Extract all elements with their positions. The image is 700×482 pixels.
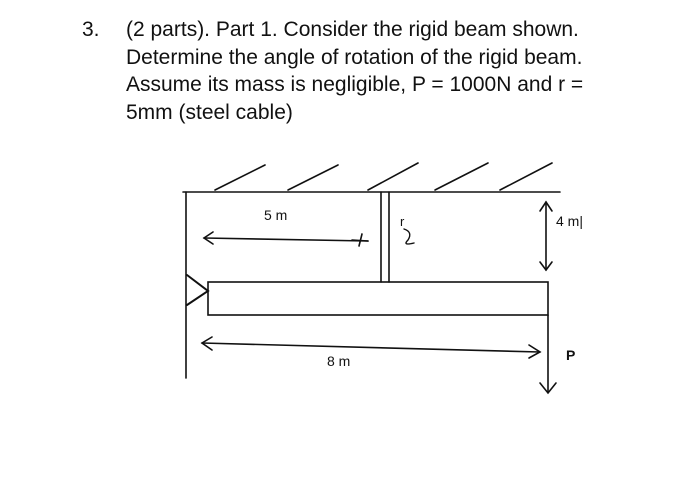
pin-support bbox=[187, 275, 208, 305]
load-label: P bbox=[566, 347, 576, 363]
dim-label-5m: 5 m bbox=[264, 207, 288, 223]
dimension-8m-arrow bbox=[202, 337, 540, 358]
load-p-arrow bbox=[540, 315, 556, 393]
steel-cable bbox=[381, 192, 389, 282]
radius-label: r bbox=[400, 214, 405, 229]
dimension-4m-arrow bbox=[540, 202, 552, 270]
dimension-5m-arrow bbox=[204, 232, 368, 246]
problem-line-3: Assume its mass is negligible, P = 1000N and r = bbox=[126, 73, 584, 96]
problem-number: 3. bbox=[82, 18, 100, 41]
dim-label-8m: 8 m bbox=[327, 353, 351, 369]
problem-line-2: Determine the angle of rotation of the rigid beam. bbox=[126, 45, 583, 69]
ceiling-hatching bbox=[215, 163, 552, 190]
problem-line-4: 5mm (steel cable) bbox=[126, 100, 293, 124]
rigid-beam bbox=[208, 282, 548, 315]
radius-leader bbox=[404, 229, 414, 244]
dim-label-4m: 4 m| bbox=[556, 213, 583, 229]
problem-line-1: (2 parts). Part 1. Consider the rigid beam shown. bbox=[126, 18, 579, 41]
